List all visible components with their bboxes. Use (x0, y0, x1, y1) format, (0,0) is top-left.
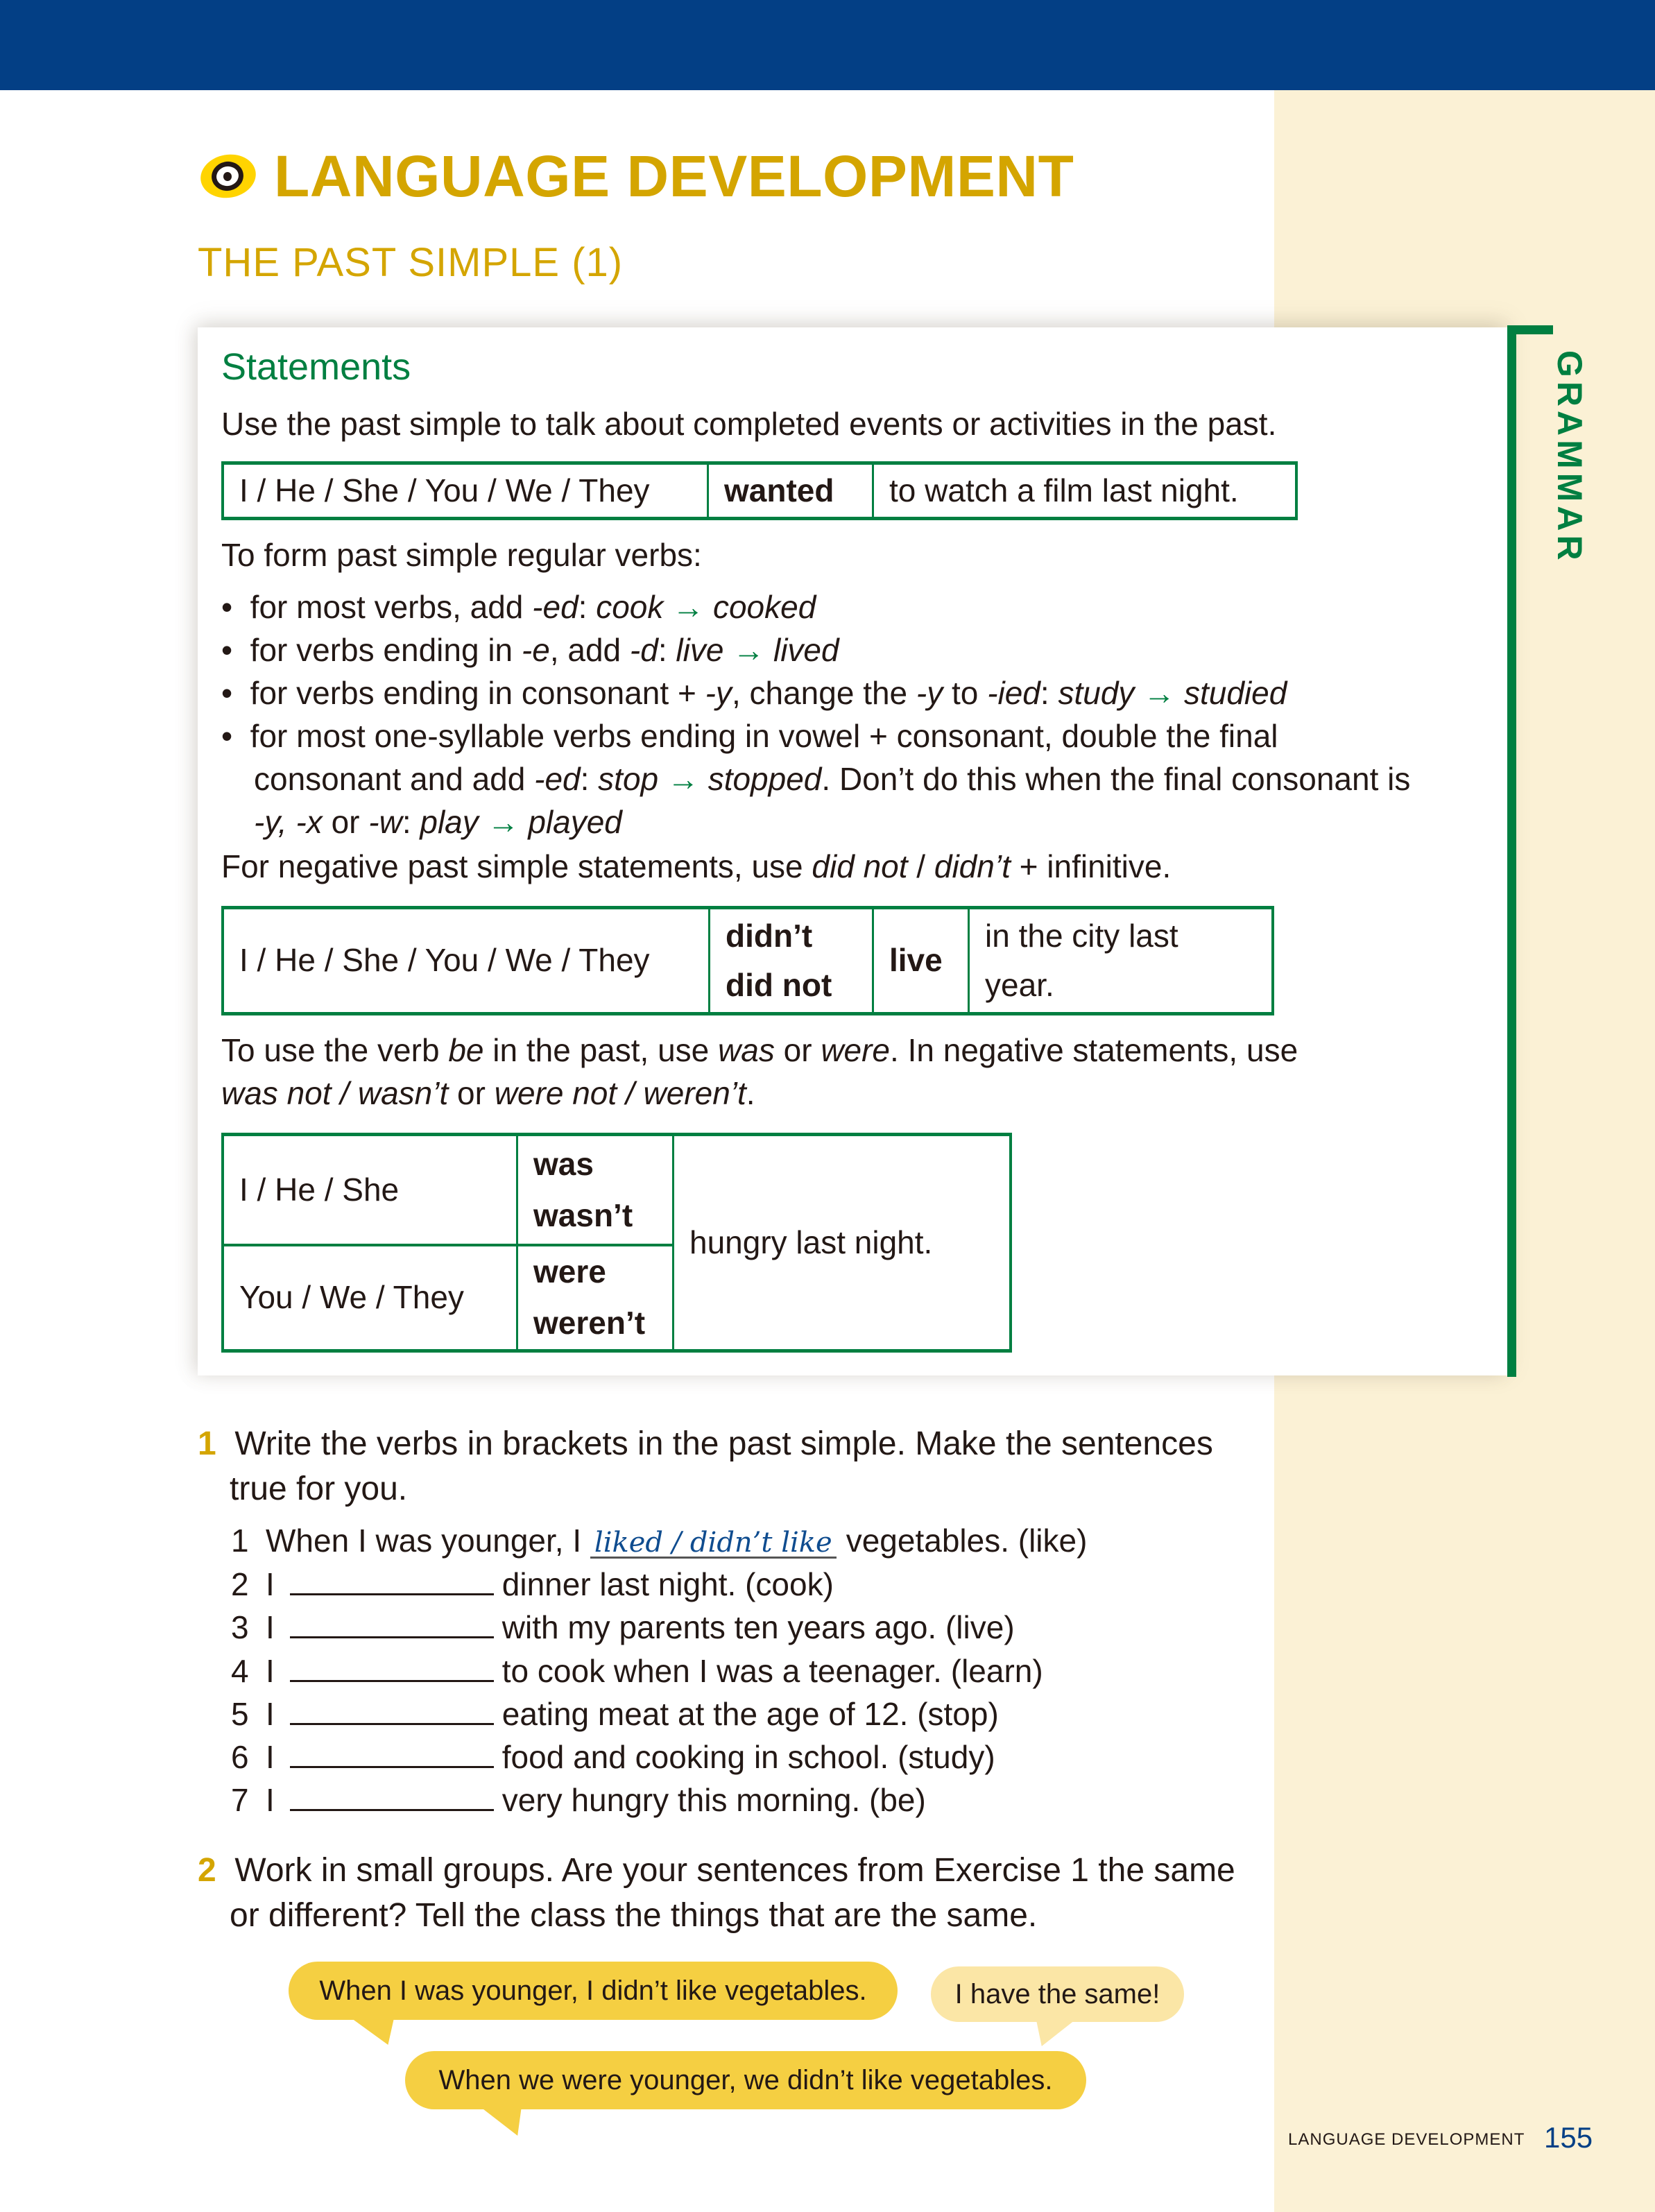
exercise-item: 3 I with my parents ten years ago. (live) (231, 1609, 1015, 1645)
bullet-item: • for most verbs, add -ed: cook → cooked (221, 589, 816, 625)
negative-intro: For negative past simple statements, use did not / didn’t + infinitive. (221, 848, 1172, 884)
speech-bubble: When we were younger, we didn’t like vegetables. (405, 2051, 1086, 2109)
exercise-item: 7 I very hungry this morning. (be) (231, 1782, 926, 1818)
exercise-item: 1 When I was younger, I liked / didn’t like vegetables. (like) (231, 1523, 1088, 1559)
answer-blank[interactable] (290, 1636, 494, 1638)
eye-logo-icon (198, 153, 256, 199)
table-cell-forms: was wasn’t (533, 1145, 633, 1233)
answer-blank[interactable] (290, 1680, 494, 1682)
table-cell-subject: You / We / They (239, 1279, 464, 1316)
table-cell-subject: I / He / She / You / We / They (239, 942, 650, 979)
be-intro-line1: To use the verb be in the past, use was or were. In negative statements, use (221, 1032, 1298, 1068)
grammar-tab-cap (1507, 325, 1553, 334)
speech-bubble: When I was younger, I didn’t like vegetables. (289, 1962, 898, 2020)
example-table-negative (221, 906, 1274, 1015)
grammar-tab-bar (1507, 325, 1516, 1377)
example-table-affirmative (221, 461, 1298, 520)
answer-field[interactable]: liked / didn’t like (590, 1529, 837, 1559)
arrow-right-icon: → (487, 804, 520, 840)
grammar-tab-label: GRAMMAR (1550, 350, 1589, 565)
table-cell-verb: live (889, 942, 943, 979)
bullet-item: • for most one-syllable verbs ending in vowel + consonant, double the final (221, 718, 1278, 754)
statements-heading: Statements (221, 346, 411, 388)
answer-blank[interactable] (290, 1723, 494, 1725)
arrow-right-icon: → (672, 589, 705, 625)
bullet-item: • for verbs ending in consonant + -y, change the -y to -ied: study → studied (221, 675, 1287, 711)
section-title: LANGUAGE DEVELOPMENT (274, 144, 1074, 209)
exercise-1-instruction: 1 Write the verbs in brackets in the past simple. Make the sentences true for you. (198, 1425, 1213, 1507)
table-cell-rest: hungry last night. (689, 1224, 933, 1260)
arrow-right-icon: → (1143, 675, 1176, 711)
exercise-item: 6 I food and cooking in school. (study) (231, 1739, 995, 1775)
arrow-right-icon: → (732, 632, 765, 668)
page-number: 155 (1544, 2121, 1593, 2154)
speech-bubble: I have the same! (931, 1966, 1184, 2022)
exercise-item: 5 I eating meat at the age of 12. (stop) (231, 1696, 999, 1732)
exercise-item: 2 I dinner last night. (cook) (231, 1566, 834, 1602)
table-cell-forms: were weren’t (533, 1253, 646, 1341)
example-table-be (221, 1133, 1012, 1353)
exercise-number: 2 (198, 1852, 216, 1889)
answer-blank[interactable] (290, 1593, 494, 1595)
exercise-number: 1 (198, 1425, 216, 1462)
bullet-item-continued: -y, -x or -w: play → played (254, 804, 622, 840)
top-color-band (0, 0, 1655, 90)
be-intro-line2: was not / wasn’t or were not / weren’t. (221, 1075, 755, 1111)
grammar-tab (1548, 350, 1590, 572)
table-cell-subject: I / He / She / You / We / They (239, 472, 650, 508)
table-cell-rest: in the city last year. (985, 917, 1178, 1003)
exercise-2-instruction: 2 Work in small groups. Are your sentences from Exercise 1 the same or different? Tell the class the things that are the same. (198, 1852, 1235, 1934)
table-cell-verb: wanted (724, 472, 834, 508)
footer-section-label: LANGUAGE DEVELOPMENT (1288, 2130, 1525, 2149)
table-cell-aux: didn’t did not (726, 917, 832, 1003)
arrow-right-icon: → (667, 761, 699, 797)
page-subtitle: THE PAST SIMPLE (1) (198, 240, 624, 285)
exercise-item: 4 I to cook when I was a teenager. (learn) (231, 1653, 1043, 1689)
table-cell-subject: I / He / She (239, 1171, 400, 1208)
table-cell-rest: to watch a film last night. (889, 472, 1239, 508)
answer-blank[interactable] (290, 1766, 494, 1768)
statements-intro: Use the past simple to talk about completed events or activities in the past. (221, 406, 1277, 442)
answer-blank[interactable] (290, 1809, 494, 1811)
bullet-item-continued: consonant and add -ed: stop → stopped. Don’t do this when the final consonant is (254, 761, 1411, 797)
section-title-row (198, 143, 1074, 209)
form-intro: To form past simple regular verbs: (221, 537, 702, 573)
bullet-item: • for verbs ending in -e, add -d: live → lived (221, 632, 839, 668)
